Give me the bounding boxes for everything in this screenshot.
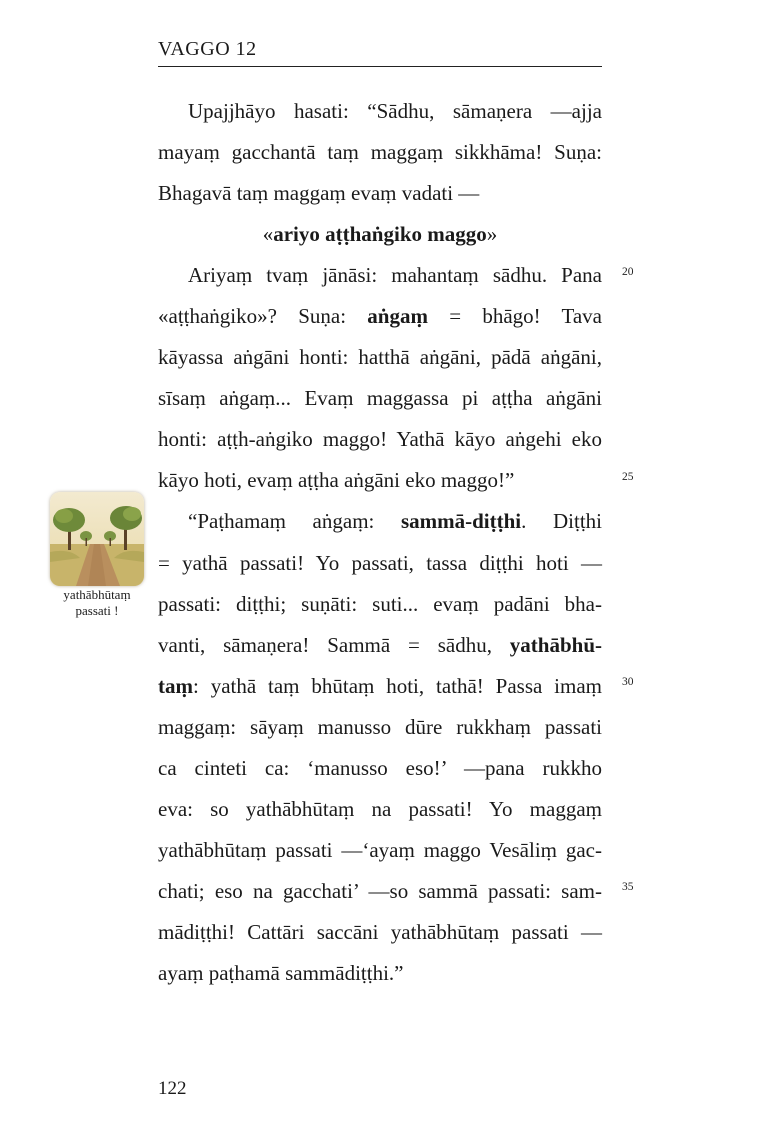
text-line: kāyassa aṅgāni honti: hatthā aṅgāni, pādā aṅgāni, — [158, 345, 602, 370]
text-line: maggaṃ: sāyaṃ manusso dūre rukkhaṃ passati — [158, 714, 602, 739]
term-samma-ditthi: sammā-diṭṭhi — [400, 509, 522, 534]
text-line: = yathā passati! Yo passati, tassa diṭṭhi hoti — — [158, 550, 602, 575]
line-number-20: 20 — [622, 266, 634, 278]
text-line: Upajjhāyo hasati: “Sādhu, sāmaṇera —ajja — [188, 99, 602, 123]
text-line — [158, 501, 602, 542]
running-header — [158, 38, 602, 67]
text-line: passati: diṭṭhi; suṇāti: suti... evaṃ padāni bha- — [158, 591, 602, 616]
text-line: sīsaṃ aṅgaṃ... Evaṃ maggassa pi aṭṭha aṅgāni — [158, 386, 602, 411]
text-line — [158, 666, 602, 707]
caption-line: yathābhūtaṃ — [63, 587, 131, 602]
text-line: eva: so yathābhūtaṃ na passati! Yo maggaṃ — [158, 796, 602, 821]
text-line: chati; eso na gacchati’ —so sammā passati: sam- — [158, 878, 602, 903]
text-span: «aṭṭhaṅgiko»? Suṇa: — [158, 304, 368, 329]
text-line: kāyo hoti, evaṃ aṭṭha aṅgāni eko maggo!” — [158, 468, 515, 493]
figure-caption — [40, 587, 154, 619]
text-span: vanti, sāmaṇera! Sammā = sādhu, — [158, 632, 510, 657]
text-line: ayaṃ paṭhamā sammādiṭṭhi.” — [158, 960, 404, 985]
text-span: : yathā taṃ bhūtaṃ hoti, tathā! Passa imaṃ — [193, 673, 602, 698]
text-line: ca cinteti ca: ‘manusso eso!’ —pana rukkho — [158, 755, 602, 780]
text-line: Ariyaṃ tvaṃ jānāsi: mahantaṃ sādhu. Pana — [188, 263, 602, 288]
text-line — [158, 296, 602, 337]
tree-lined-road-illustration-icon — [50, 492, 144, 586]
term-yathabhutam-part2: taṃ — [158, 673, 193, 698]
guillemet-open: « — [262, 222, 274, 247]
quote-heading-bold: ariyo aṭṭhaṅgiko maggo — [273, 222, 487, 247]
text-line: mādiṭṭhi! Cattāri saccāni yathābhūtaṃ passati — — [158, 919, 602, 944]
line-number-25: 25 — [622, 471, 634, 483]
quote-heading — [158, 214, 602, 255]
line-number-35: 35 — [622, 881, 634, 893]
term-yathabhutam-part1: yathābhū- — [509, 632, 602, 657]
term-angam: aṅgaṃ — [367, 304, 428, 329]
page-number: 122 — [158, 1078, 187, 1099]
text-line: Bhagavā taṃ maggaṃ evaṃ vadati — — [158, 181, 480, 206]
text-span: “Paṭhamaṃ aṅgaṃ: — [188, 509, 401, 534]
guillemet-close: » — [486, 222, 498, 247]
header-title: VAGGO 12 — [158, 38, 257, 60]
text-span: . Diṭṭhi — [521, 509, 602, 534]
line-number-30: 30 — [622, 676, 634, 688]
text-line: honti: aṭṭh-aṅgiko maggo! Yathā kāyo aṅgehi eko — [158, 427, 602, 452]
text-line: yathābhūtaṃ passati —‘ayaṃ maggo Vesāliṃ gac- — [158, 837, 602, 862]
text-line — [158, 625, 602, 666]
body-text — [158, 91, 602, 994]
caption-line: passati ! — [75, 603, 119, 618]
text-span: = bhāgo! Tava — [427, 304, 602, 329]
text-line: mayaṃ gacchantā taṃ maggaṃ sikkhāma! Suṇa: — [158, 140, 602, 165]
